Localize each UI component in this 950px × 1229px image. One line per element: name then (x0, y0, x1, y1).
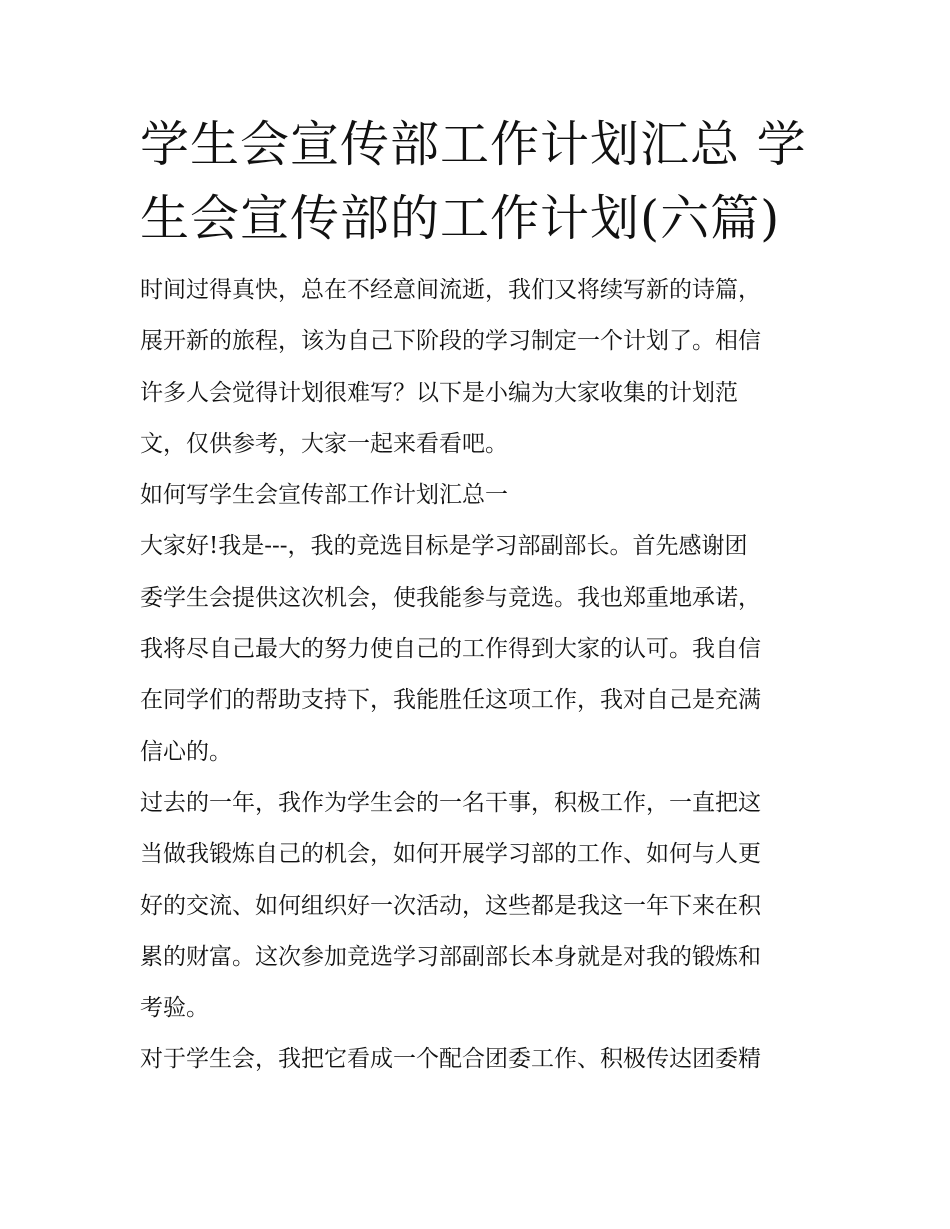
text-line: 信心的。 (140, 738, 232, 765)
text-line: 过去的一年，我作为学生会的一名干事，积极工作，一直把这 (140, 789, 761, 816)
text-line: 文，仅供参考，大家一起来看看吧。 (140, 430, 508, 457)
title-line: 学生会宣传部工作计划汇总 学 (140, 116, 807, 173)
text-line: 在同学们的帮助支持下，我能胜任这项工作，我对自己是充满 (140, 687, 761, 714)
text-line: 如何写学生会宣传部工作计划汇总一 (140, 482, 508, 509)
text-line: 当做我锻炼自己的机会，如何开展学习部的工作、如何与人更 (140, 841, 761, 868)
body-paragraph (140, 778, 812, 1034)
text-line: 累的财富。这次参加竞选学习部副部长本身就是对我的锻炼和 (140, 943, 761, 970)
text-line: 对于学生会，我把它看成一个配合团委工作、积极传达团委精 (140, 1046, 761, 1073)
body-paragraph (140, 521, 812, 777)
text-line: 我将尽自己最大的努力使自己的工作得到大家的认可。我自信 (140, 636, 761, 663)
text-line: 大家好!我是---，我的竞选目标是学习部副部长。首先感谢团 (140, 533, 748, 560)
text-line: 展开新的旅程，该为自己下阶段的学习制定一个计划了。相信 (140, 328, 761, 355)
title-line: 生会宣传部的工作计划(六篇) (140, 190, 781, 247)
intro-paragraph (140, 265, 812, 470)
section-heading (140, 470, 812, 521)
text-line: 好的交流、如何组织好一次活动，这些都是我这一年下来在积 (140, 892, 761, 919)
document-title (140, 108, 812, 256)
text-line: 时间过得真快，总在不经意间流逝，我们又将续写新的诗篇， (140, 277, 761, 303)
body-paragraph (140, 1034, 812, 1085)
document-page (140, 108, 812, 1086)
text-line: 许多人会觉得计划很难写？以下是小编为大家收集的计划范 (140, 379, 738, 406)
text-line: 考验。 (140, 995, 209, 1022)
text-line: 委学生会提供这次机会，使我能参与竞选。我也郑重地承诺， (140, 584, 761, 611)
